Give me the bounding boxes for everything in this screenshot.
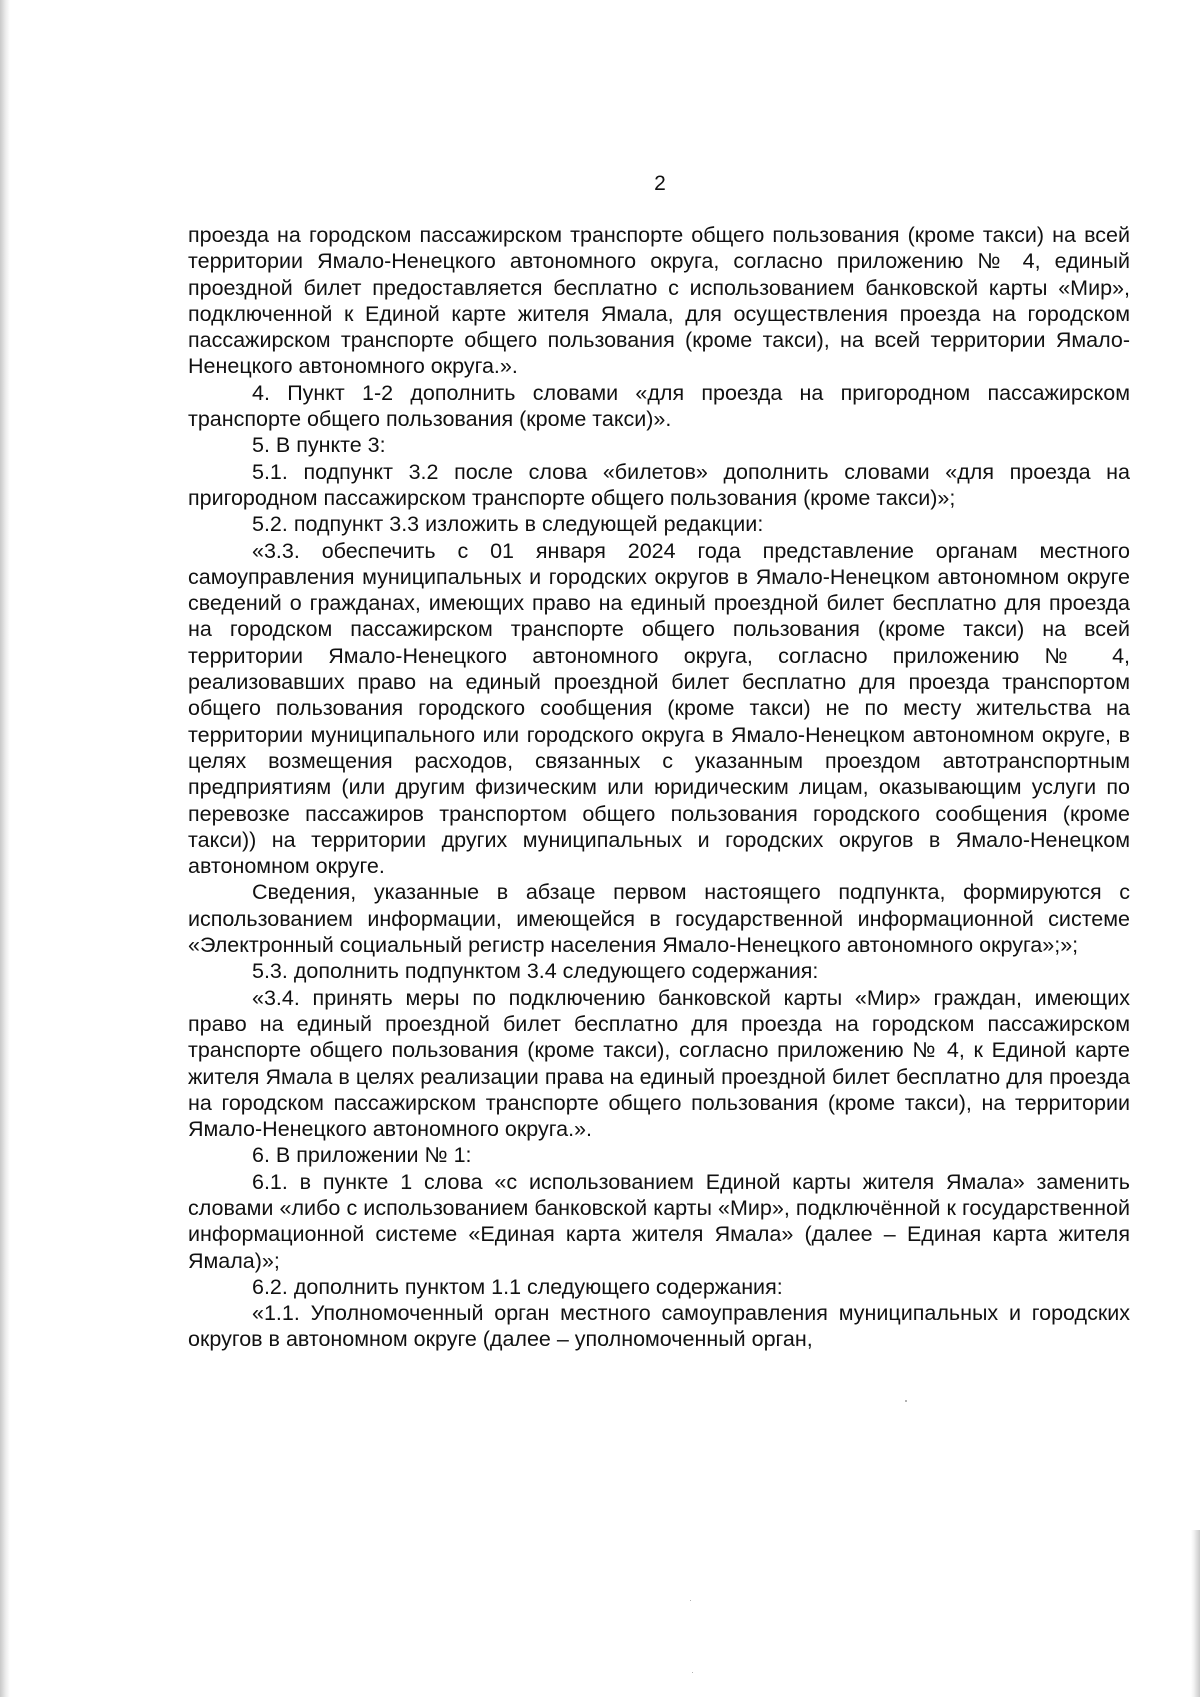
paragraph: 5.1. подпункт 3.2 после слова «билетов» дополнить словами «для проезда на пригородном пассажирском транспорте общего пользования (кроме такси)»; — [188, 459, 1130, 510]
paragraph: 6. В приложении № 1: — [252, 1143, 472, 1168]
scan-speck — [905, 1400, 907, 1402]
paragraph: «1.1. Уполномоченный орган местного самоуправления муниципальных и городских округов в автономном округе (далее – уполномоченный орган, — [188, 1301, 1130, 1352]
document-body — [188, 222, 1130, 1353]
scan-speck — [690, 1600, 691, 1601]
scan-right-edge — [1191, 1530, 1200, 1697]
paragraph: «3.3. обеспечить с 01 января 2024 года представление органам местного самоуправления муниципальных и городских округов в Ямало-Ненецком автономном округе сведений о гражданах, имеющих право на единый проездной билет бесплатно для проезда на городском пассажирском транспорте общего пользования (кроме такси) на всей территории Ямало-Ненецкого автономного округа, согласно приложению № 4, реализовавших право на единый проездной билет бесплатно для проезда транспортом общего пользования городского сообщения (кроме такси) не по месту жительства на территории муниципального или городского округа в Ямало-Ненецком автономном округе, в целях возмещения расходов, связанных с указанным проездом автотранспортным предприятиям (или другим физическим или юридическим лицам, оказывающим услуги по перевозке пассажиров транспортом общего пользования городского сообщения (кроме такси)) на территории других муниципальных и городских округов в Ямало-Ненецком автономном округе. — [188, 538, 1130, 879]
page-number: 2 — [654, 172, 666, 195]
paragraph: 6.1. в пункте 1 слова «с использованием Единой карты жителя Ямала» заменить словами «либо с использованием банковской карты «Мир», подключённой к государственной информационной системе «Единая карта жителя Ямала» (далее – Единая карта жителя Ямала)»; — [188, 1169, 1130, 1273]
paragraph: проезда на городском пассажирском транспорте общего пользования (кроме такси) на всей территории Ямало-Ненецкого автономного округа, согласно приложению № 4, единый проездной билет предоставляется бесплатно с использованием банковской карты «Мир», подключенной к Единой карте жителя Ямала, для осуществления проезда на городском пассажирском транспорте общего пользования (кроме такси), на всей территории Ямало-Ненецкого автономного округа.». — [188, 223, 1130, 379]
paragraph: 4. Пункт 1-2 дополнить словами «для проезда на пригородном пассажирском транспорте общего пользования (кроме такси)». — [188, 380, 1130, 432]
paragraph: Сведения, указанные в абзаце первом настоящего подпункта, формируются с использованием информации, имеющейся в государственной информационной системе «Электронный социальный регистр населения Ямало-Ненецкого автономного округа»;»; — [188, 880, 1130, 958]
scan-left-edge — [0, 0, 10, 1697]
paragraph: «3.4. принять меры по подключению банковской карты «Мир» граждан, имеющих право на единый проездной билет бесплатно для проезда на городском пассажирском транспорте общего пользования (кроме такси), согласно приложению № 4, к Единой карте жителя Ямала в целях реализации права на единый проездной билет бесплатно для проезда на городском пассажирском транспорте общего пользования (кроме такси), на территории Ямало-Ненецкого автономного округа.». — [188, 985, 1130, 1142]
scan-speck — [692, 1672, 693, 1673]
paragraph: 5. В пункте 3: — [252, 433, 386, 458]
paragraph: 5.2. подпункт 3.3 изложить в следующей редакции: — [252, 512, 764, 537]
paragraph: 5.3. дополнить подпунктом 3.4 следующего содержания: — [252, 959, 819, 984]
paragraph: 6.2. дополнить пунктом 1.1 следующего содержания: — [252, 1274, 783, 1299]
